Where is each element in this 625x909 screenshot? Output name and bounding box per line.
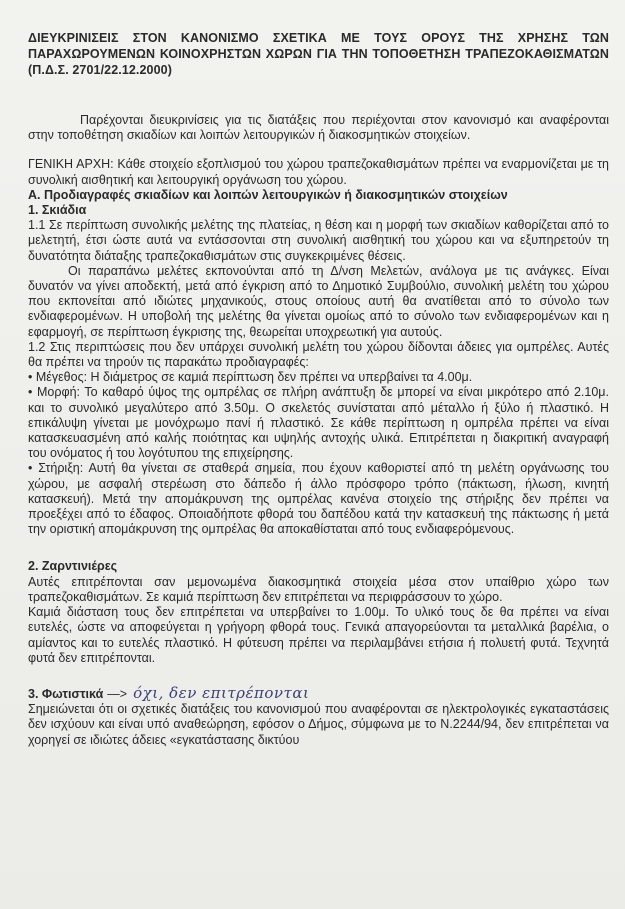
- bullet-size: • Μέγεθος: Η διάμετρος σε καμιά περίπτωση δεν πρέπει να υπερβαίνει τα 4.00μ.: [28, 370, 609, 385]
- section-a-heading: Α. Προδιαγραφές σκιαδίων και λοιπών λειτουργικών ή διακοσμητικών στοιχείων: [28, 187, 508, 202]
- bullet-form: • Μορφή: Το καθαρό ύψος της ομπρέλας σε πλήρη ανάπτυξη δε μπορεί να είναι μικρότερο από 2.10μ. και το συνολικό μεγαλύτερο από 3.50μ. Ο σκελετός συνίσταται από μέταλλο ή ξύλο ή πλαστικό. Η επικάλυψη γίνεται με μονόχρωμο πανί ή πλαστικό. Σε κάθε περίπτωση η ομπρέλα πρέπει να είναι κατασκευασμένη από καλής ποιότητας και υψηλής αντοχής υλικά. Επιτρέπεται η διακριτική αναγραφή του ονόματος ή του λογότυπου της επιχείρησης.: [28, 385, 609, 461]
- paragraph-3-1: Σημειώνεται ότι οι σχετικές διατάξεις του κανονισμού που αναφέρονται σε ηλεκτρολογικές εγκαταστάσεις δεν ισχύουν και είναι υπό αναθεώρηση, εφόσον ο Δήμος, σύμφωνα με το Ν.2244/94, δεν επιτρέπεται να χορηγεί σε ιδιώτες άδειες «εγκατάστασης δικτύου: [28, 702, 609, 747]
- intro-paragraph: Παρέχονται διευκρινίσεις για τις διατάξεις που περιέχονται στον κανονισμό και αναφέρονται στην τοποθέτηση σκιαδίων και λοιπών λειτουργικών ή διακοσμητικών στοιχείων.: [28, 113, 609, 143]
- paragraph-2-1: Αυτές επιτρέπονται σαν μεμονωμένα διακοσμητικά στοιχεία μέσα στον υπαίθριο χώρο των τραπεζοκαθισμάτων. Σε καμιά περίπτωση δεν επιτρέπεται να περιφράσσουν το χώρο.: [28, 574, 609, 604]
- handwritten-note: όχι, δεν επιτρέπονται: [133, 683, 310, 702]
- subsection-2-heading: 2. Ζαρντινιέρες: [28, 559, 118, 574]
- bullet-support: • Στήριξη: Αυτή θα γίνεται σε σταθερά σημεία, που έχουν καθοριστεί από τη μελέτη οργάνωσης του χώρου, με ασφαλή στερέωση στο δάπεδο ή άλλο πρόσφορο τρόπο (πάκτωση, ήλωση, κινητή κατασκευή). Μετά την απομάκρυνση της ομπρέλας κανένα στοιχείο της στήριξης δεν πρέπει να προεξέχει από το έδαφος. Οποιαδήποτε φθορά του δαπέδου κατά την κατασκευή της πάκτωσης ή μετά την οριστική απομάκρυνση της ομπρέλας θα αποκαθίσταται από τους ενδιαφερόμενους.: [28, 461, 609, 537]
- subsection-3-title: 3. Φωτιστικά: [28, 686, 104, 701]
- paragraph-1-2: 1.2 Στις περιπτώσεις που δεν υπάρχει συνολική μελέτη του χώρου δίδονται άδειες για ομπρέλες. Αυτές θα πρέπει να τηρούν τις παρακάτω προδιαγραφές:: [28, 339, 609, 370]
- paragraph-2-2: Καμιά διάσταση τους δεν επιτρέπεται να υπερβαίνει το 1.00μ. Το υλικό τους δε θα πρέπει να είναι ευτελές, ώστε να αποφεύγεται η γρήγορη φθορά τους. Γενικά απαγορεύονται τα μεταλλικά βαρέλια, ο αμίαντος και το ευτελές πλαστικό. Η φύτευση πρέπει να περιλαμβάνει ετήσια ή πολυετή φυτά. Τεχνητά φυτά δεν επιτρέπονται.: [28, 605, 609, 665]
- document-title: ΔΙΕΥΚΡΙΝΙΣΕΙΣ ΣΤΟΝ ΚΑΝΟΝΙΣΜΟ ΣΧΕΤΙΚΑ ΜΕ ΤΟΥΣ ΟΡΟΥΣ ΤΗΣ ΧΡΗΣΗΣ ΤΩΝ ΠΑΡΑΧΩΡΟΥΜΕΝΩΝ ΚΟΙΝΟΧΡΗΣΤΩΝ ΧΩΡΩΝ ΓΙΑ ΤΗΝ ΤΟΠΟΘΕΤΗΣΗ ΤΡΑΠΕΖΟΚΑΘΙΣΜΑΤΩΝ (Π.Δ.Σ. 2701/22.12.2000): [28, 31, 609, 77]
- subsection-1-heading: 1. Σκιάδια: [28, 203, 87, 218]
- general-principle: ΓΕΝΙΚΗ ΑΡΧΗ: Κάθε στοιχείο εξοπλισμού του χώρου τραπεζοκαθισμάτων πρέπει να εναρμονίζεται με τη συνολική αισθητική και λειτουργική οργάνωση του χώρου.: [28, 157, 609, 187]
- handwritten-arrow: —>: [107, 686, 128, 701]
- paragraph-1-1b: Οι παραπάνω μελέτες εκπονούνται από τη Δ/νση Μελετών, ανάλογα με τις ανάγκες. Είναι δυνατόν να γίνει αποδεκτή, μετά από έγκριση από το Δημοτικό Συμβούλιο, συνολική μελέτη του χώρου που εκπονείται από ιδιώτες μηχανικούς, στους οποίους αυτή θα ανατίθεται από το σύνολο των ενδιαφερομένων. Η υποβολή της μελέτης θα γίνεται ομοίως από το σύνολο των ενδιαφερομένων και η εφαρμογή, σε περίπτωση έγκρισης της, θεωρείται υποχρεωτική για αυτούς.: [28, 263, 609, 339]
- subsection-3-heading: [28, 683, 609, 702]
- paragraph-1-1: 1.1 Σε περίπτωση συνολικής μελέτης της πλατείας, η θέση και η μορφή των σκιαδίων καθορίζεται από το μελετητή, έτσι ώστε αυτά να εντάσσονται στη συνολική αισθητική του χώρου και να εξυπηρετούν τη δυνατότητα διάταξης τραπεζοκαθισμάτων στις συγκεκριμένες θέσεις.: [28, 218, 609, 263]
